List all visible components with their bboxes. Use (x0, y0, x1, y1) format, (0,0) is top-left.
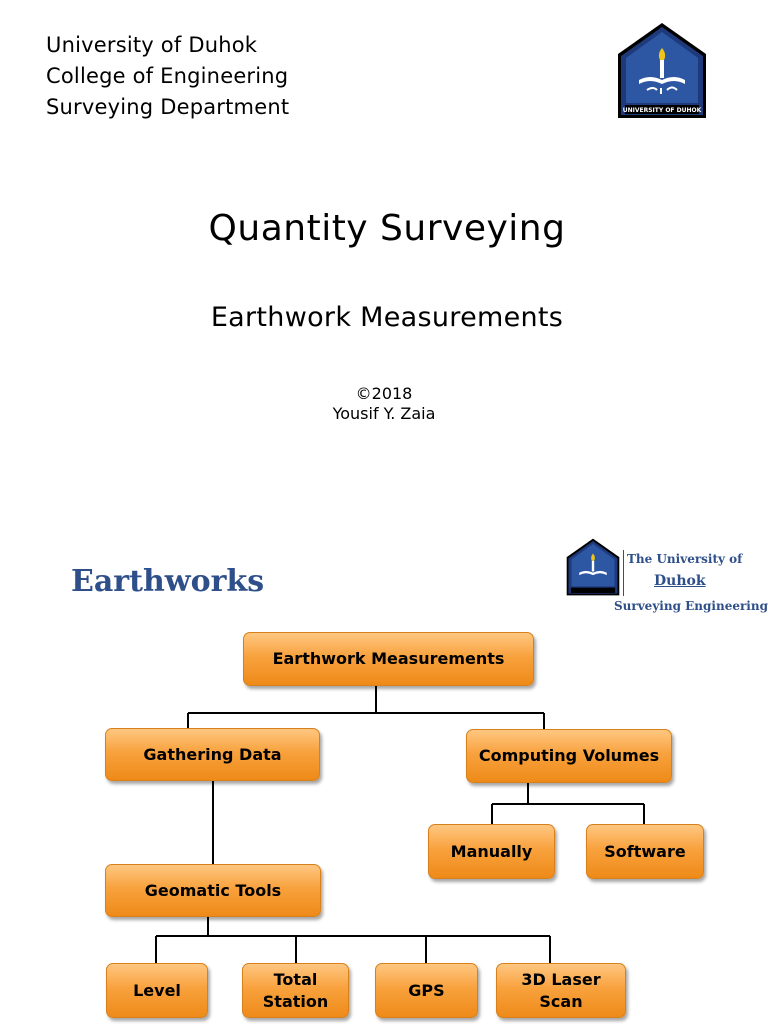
header-college: College of Engineering (46, 64, 289, 88)
header-department: Surveying Department (46, 95, 290, 119)
cover-slide (0, 0, 768, 500)
node-total-station: Total Station (242, 963, 349, 1018)
node-earthwork-measurements: Earthwork Measurements (243, 632, 534, 686)
node-manually: Manually (428, 824, 555, 879)
node-gps: GPS (375, 963, 478, 1018)
presentation-subtitle: Earthwork Measurements (210, 302, 564, 333)
branding-line2: Duhok (654, 573, 706, 589)
branding-line3: Surveying Engineering (614, 599, 768, 613)
university-logo (617, 22, 707, 119)
node-3d-laser-scan: 3D Laser Scan (496, 963, 626, 1018)
branding-line1: The University of (627, 552, 743, 566)
node-geomatic-tools: Geomatic Tools (105, 864, 321, 917)
earthworks-slide (0, 520, 768, 1024)
svg-text:UNIVERSITY OF DUHOK: UNIVERSITY OF DUHOK (622, 107, 702, 114)
institution-header (46, 30, 289, 123)
node-gathering-data: Gathering Data (105, 728, 320, 781)
node-software: Software (586, 824, 704, 879)
author-name: Yousif Y. Zaia (332, 404, 436, 423)
presentation-title: Quantity Surveying (208, 208, 566, 249)
header-university: University of Duhok (46, 33, 258, 57)
slide-title: Earthworks (71, 564, 265, 599)
copyright-year: ©2018 (355, 384, 413, 403)
node-level: Level (106, 963, 208, 1018)
node-computing-volumes: Computing Volumes (466, 729, 672, 783)
